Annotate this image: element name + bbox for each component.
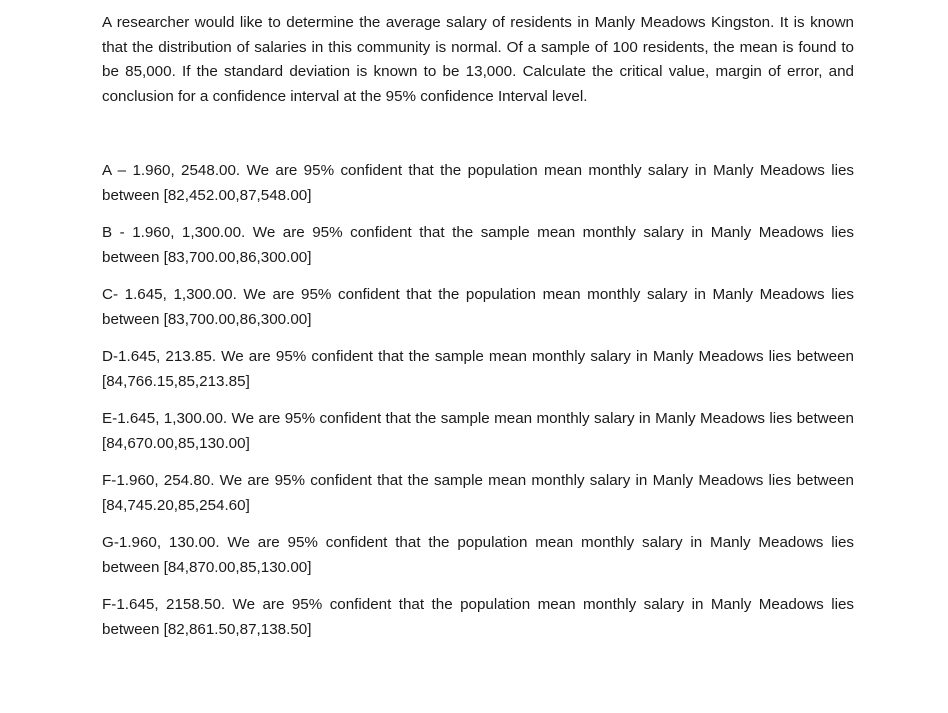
question-text: A researcher would like to determine the average salary of residents in Manly Meadows Kingston. It is known that the distribution of salaries in this community is normal. Of a sample of 100 residents, the mean is found to be 85,000. If the standard deviation is known to be 13,000. Calculate the critical value, margin of error, and conclusion for a confidence interval at the 95% confidence Interval level. <box>102 14 854 105</box>
option-d: D-1.645, 213.85. We are 95% confident that the sample mean monthly salary in Manly Meadows lies between [84,766.15,85,213.85] <box>102 348 854 390</box>
answer-options <box>102 159 854 642</box>
option-a: A – 1.960, 2548.00. We are 95% confident that the population mean monthly salary in Manly Meadows lies between [82,452.00,87,548.00] <box>102 162 854 204</box>
option-h: F-1.645, 2158.50. We are 95% confident that the population mean monthly salary in Manly Meadows lies between [82,861.50,87,138.50] <box>102 596 854 638</box>
option-g: G-1.960, 130.00. We are 95% confident that the population mean monthly salary in Manly Meadows lies between [84,870.00,85,130.00] <box>102 534 854 576</box>
option-f: F-1.960, 254.80. We are 95% confident that the sample mean monthly salary in Manly Meadows lies between [84,745.20,85,254.60] <box>102 472 854 514</box>
option-c: C- 1.645, 1,300.00. We are 95% confident that the population mean monthly salary in Manly Meadows lies between [83,700.00,86,300.00] <box>102 286 854 328</box>
option-e: E-1.645, 1,300.00. We are 95% confident that the sample mean monthly salary in Manly Meadows lies between [84,670.00,85,130.00] <box>102 410 854 452</box>
option-b: B - 1.960, 1,300.00. We are 95% confident that the sample mean monthly salary in Manly Meadows lies between [83,700.00,86,300.00] <box>102 224 854 266</box>
document-page <box>102 11 854 655</box>
